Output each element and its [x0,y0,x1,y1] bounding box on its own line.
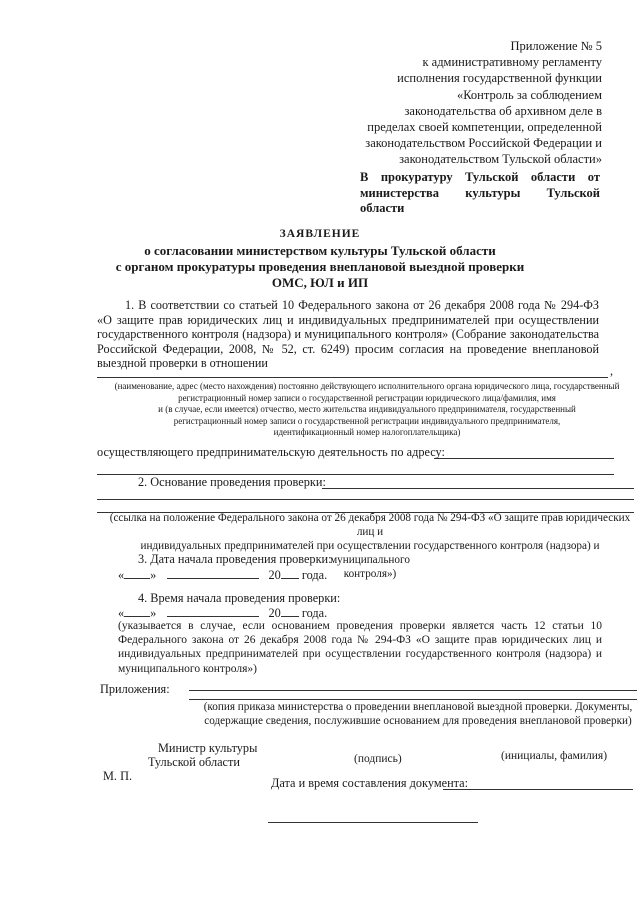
start-time-label: 4. Время начала проведения проверки: [138,591,341,605]
quote-open: « [118,606,125,620]
subtitle-line: с органом прокуратуры проведения внеплановой выездной проверки [115,259,525,274]
month-blank[interactable] [167,567,259,579]
hint-line: регистрационный номер записи о государственной регистрации юридического лица/фамилия, имя [178,392,556,403]
hint-line: идентификационный номер налогоплательщика) [273,427,461,437]
entity-hint [97,381,637,439]
addressee: В прокуратуру Тульской области от министерства культуры Тульской области [360,170,600,215]
basis-hint-line: (ссылка на положение Федерального закона от 26 декабря 2008 года № 294-ФЗ «О защите прав юридических лиц и [109,512,631,538]
basis-line-2 [97,499,634,500]
header-line: законодательством Тульской области» [399,152,602,167]
start-date-field[interactable] [118,567,327,583]
name-label: (инициалы, фамилия) [501,750,608,762]
basis-label: 2. Основание проведения проверки: [138,475,326,489]
document-subtitle [100,243,540,291]
attachments-line [189,690,637,691]
subtitle-line: о согласовании министерством культуры Тульской области [144,243,496,258]
hint-line: регистрационный номер записи о государственной регистрации индивидуального предпринимателя, [173,415,561,426]
header-line: Приложение № 5 [510,39,602,53]
year-suffix: года. [301,568,328,582]
quote-close: » [150,568,157,582]
header-line: к административному регламенту [422,55,602,70]
basis-hint-line: контроля») [343,568,397,580]
hint-line: и (в случае, если имеется) отчество, место жительства индивидуального предпринимателя, государственный [158,404,576,414]
attachments-hint-line: содержащие сведения, послужившие основанием для проведения внеплановой проверки) [204,715,632,727]
signer-line: Тульской области [148,755,240,769]
signer-line: Министр культуры [158,741,258,755]
attachments-hint [200,700,636,728]
year-prefix: 20 [268,568,281,582]
entity-comma: , [610,364,614,378]
basis-line [322,488,634,489]
paragraph-text: 1. В соответствии со статьей 10 Федерального закона от 26 декабря 2008 года № 294-ФЗ «О защите прав юридических лиц и индивидуальных предпринимателей при осуществлении государственного контроля (надзора) и муниципального контроля» (Собрание законодательства Российской Федерации, 2008, № 52, ст. 6249) просим согласия на проведение внеплановой выездной проверки в отношении [97,298,599,370]
year-blank[interactable] [281,567,299,579]
basis-hint-line: индивидуальных предпринимателей при осуществлении государственного контроля (надзора) и муниципального [140,540,600,566]
time-hint: (указывается в случае, если основанием проведения проверки является часть 12 статьи 10 Федерального закона от 26 декабря 2008 года № 294-ФЗ «О защите прав юридических лиц и индивидуальных предпринимателей при осуществлении государственного контроля (надзора) и муниципального контроля») [118,620,602,675]
attachments-hint-line: (копия приказа министерства о проведении внеплановой выездной проверки. Документы, [203,701,633,713]
signature-label: (подпись) [354,753,402,765]
quote-open: « [118,568,125,582]
header-line: пределах своей компетенции, определенной [367,120,602,135]
signer-title [148,741,258,769]
month-blank[interactable] [167,605,259,617]
year-suffix: года. [301,606,328,620]
quote-close: » [150,606,157,620]
year-prefix: 20 [268,606,281,620]
start-date-label: 3. Дата начала проведения проверки: [138,552,332,566]
activity-address-label: осуществляющего предпринимательскую деятельность по адресу: [97,445,445,459]
stamp-label: М. П. [103,769,133,783]
appendix-header [312,38,602,168]
datetime-line [443,789,633,790]
document-title: ЗАЯВЛЕНИЕ [279,228,361,240]
header-line: законодательства об архивном деле в [404,103,602,118]
entity-name-line [97,377,608,378]
attachments-label: Приложения: [100,682,170,696]
datetime-label: Дата и время составления документа: [271,776,469,790]
header-line: исполнения государственной функции [397,71,602,86]
header-line: законодательством Российской Федерации и [365,136,602,151]
paragraph-request [97,298,599,371]
year-blank[interactable] [281,605,299,617]
hint-line: (наименование, адрес (место нахождения) постоянно действующего исполнительного органа юридического лица, государственный [114,381,620,391]
day-blank[interactable] [124,567,150,579]
bottom-signature-line [268,822,478,823]
activity-address-line [434,458,614,459]
subtitle-line: ОМС, ЮЛ и ИП [271,275,369,290]
header-line: «Контроль за соблюдением [456,87,602,102]
day-blank[interactable] [124,605,150,617]
